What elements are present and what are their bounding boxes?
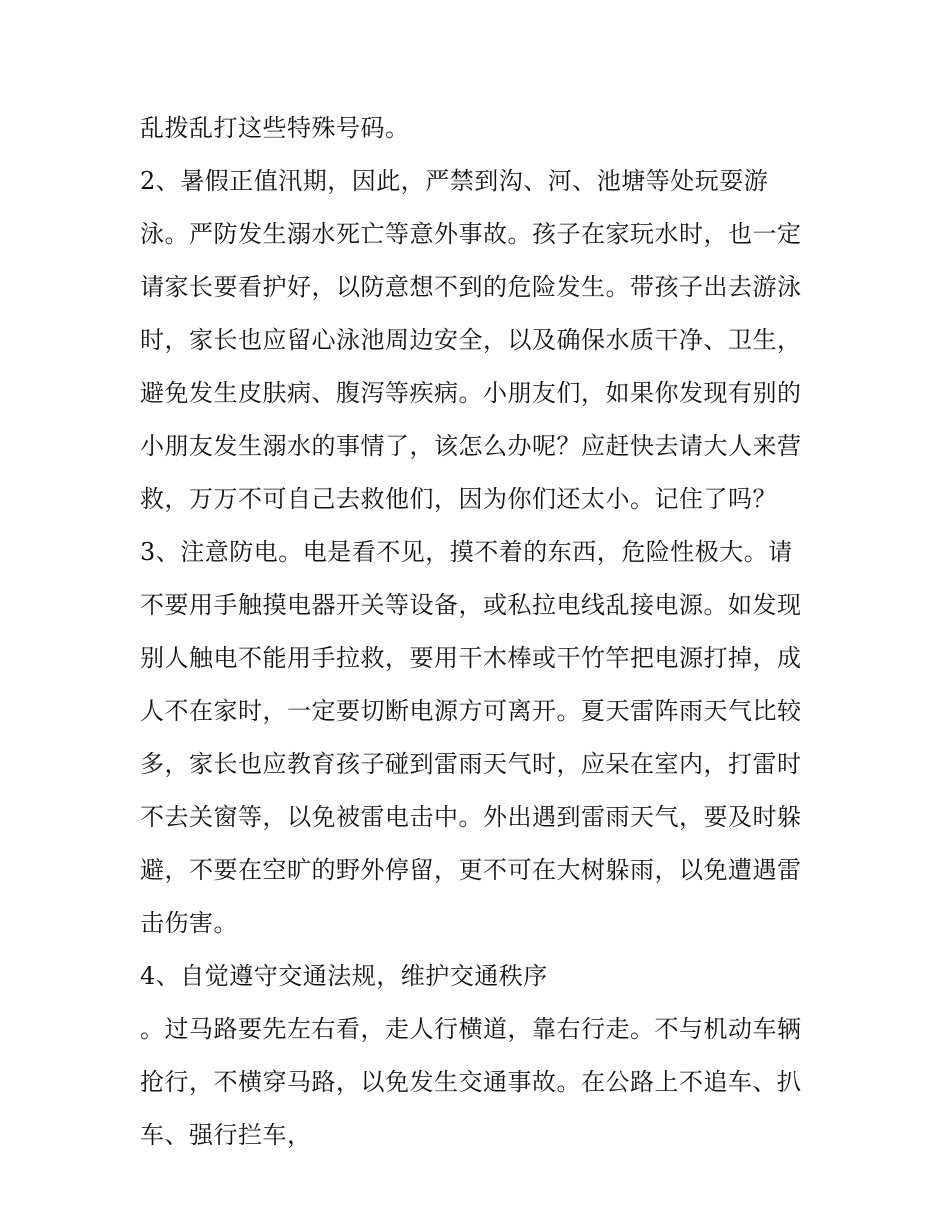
text-line-14: 不去关窗等，以免被雷电击中。外出遇到雷雨天气，要及时躲 — [140, 803, 802, 831]
text-line-17: 4、自觉遵守交通法规，维护交通秩序 — [140, 962, 548, 990]
text-line-3: 泳。严防发生溺水死亡等意外事故。孩子在家玩水时，也一定 — [140, 220, 802, 248]
text-line-6: 避免发生皮肤病、腹泻等疾病。小朋友们，如果你发现有别的 — [140, 379, 802, 407]
text-line-8: 救，万万不可自己去救他们，因为你们还太小。记住了吗？ — [140, 485, 777, 513]
text-line-13: 多，家长也应教育孩子碰到雷雨天气时，应呆在室内，打雷时 — [140, 750, 802, 778]
text-line-19: 抢行，不横穿马路，以免发生交通事故。在公路上不追车、扒 — [140, 1068, 802, 1096]
text-line-7: 小朋友发生溺水的事情了，该怎么办呢？应赶快去请大人来营 — [140, 432, 802, 460]
text-line-18: 。过马路要先左右看，走人行横道，靠右行走。不与机动车辆 — [140, 1015, 802, 1043]
text-line-12: 人不在家时，一定要切断电源方可离开。夏天雷阵雨天气比较 — [140, 697, 802, 725]
text-line-10: 不要用手触摸电器开关等设备，或私拉电线乱接电源。如发现 — [140, 591, 802, 619]
text-line-20: 车、强行拦车， — [140, 1121, 312, 1149]
text-line-1: 乱拨乱打这些特殊号码。 — [140, 114, 410, 142]
text-line-16: 击伤害。 — [140, 909, 238, 937]
text-line-4: 请家长要看护好，以防意想不到的危险发生。带孩子出去游泳 — [140, 273, 802, 301]
text-line-5: 时，家长也应留心泳池周边安全，以及确保水质干净、卫生， — [140, 326, 802, 354]
text-line-9: 3、注意防电。电是看不见，摸不着的东西，危险性极大。请 — [140, 538, 793, 566]
text-line-2: 2、暑假正值汛期，因此，严禁到沟、河、池塘等处玩耍游 — [140, 167, 769, 195]
text-line-15: 避，不要在空旷的野外停留，更不可在大树躲雨，以免遭遇雷 — [140, 856, 802, 884]
text-line-11: 别人触电不能用手拉救，要用干木棒或干竹竿把电源打掉，成 — [140, 644, 802, 672]
